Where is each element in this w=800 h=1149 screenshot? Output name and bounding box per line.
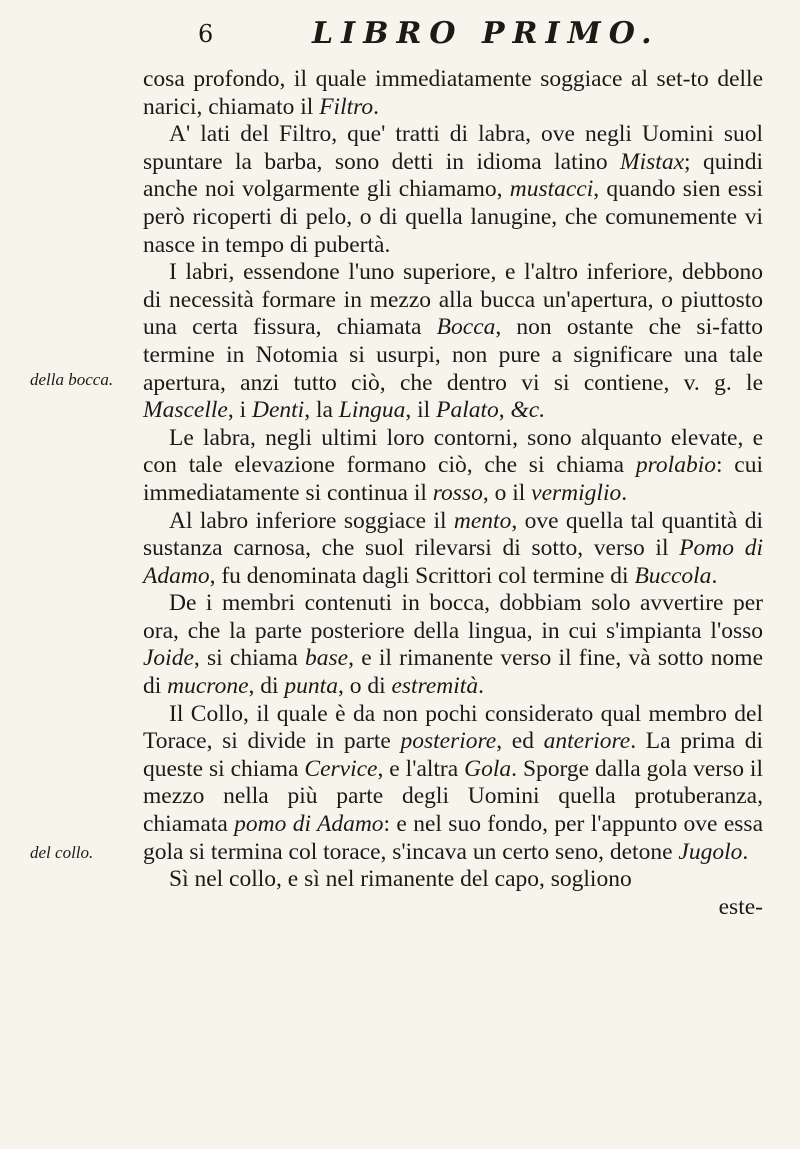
italic-term: rosso: [432, 479, 483, 506]
text-run: .: [742, 838, 749, 865]
text-run: ,: [498, 397, 511, 424]
text-run: , si chiama: [193, 645, 306, 672]
text-run: , e il rimanente verso il fine, và sotto nome di: [143, 645, 764, 700]
margin-note-collo: del collo.: [30, 843, 94, 862]
text-run: .: [373, 93, 380, 120]
italic-term: Lingua: [338, 397, 406, 424]
running-head: LIBRO PRIMO.: [312, 16, 660, 51]
text-run: .: [621, 479, 628, 506]
text-run: , non ostante che si-fatto termine in Notomia si usurpi, non pure a significare una tale apertura, anzi tutto ciò, che dentro vi si contiene, v. g. le: [143, 314, 763, 396]
italic-term: estremità: [391, 673, 479, 700]
text-run: , quando sien essi però ricoperti di pelo, o di quella lanugine, che comunemente vi nasce in tempo di pubertà.: [143, 176, 763, 258]
body-text: [143, 66, 763, 921]
italic-term: Joide: [143, 645, 194, 672]
text-run: Le labra, negli ultimi loro contorni, sono alquanto elevate, e con tale elevazione formano ciò, che si chiama: [143, 424, 763, 479]
text-run: ; quindi anche noi volgarmente gli chiamamo,: [143, 148, 764, 203]
italic-term: Buccola: [634, 562, 712, 589]
paragraph: [143, 121, 763, 259]
text-run: cosa profondo, il quale immediatamente soggiace al set-to delle narici, chiamato il: [143, 66, 763, 120]
text-run: . La prima di queste si chiama: [143, 728, 763, 782]
italic-term: mustacci: [509, 176, 594, 203]
text-run: , fu denominata dagli Scrittori col termine di: [209, 562, 635, 589]
italic-term: anteriore: [543, 728, 631, 755]
italic-term: Mascelle: [143, 397, 228, 424]
text-run: I labri, essendone l'uno superiore, e l'altro inferiore, debbono di necessità formare in mezzo alla bucca un'apertura, o piuttosto una certa fissura, chiamata: [143, 259, 763, 341]
text-run: A' lati del Filtro, que' tratti di labra, ove negli Uomini suol spuntare la barba, sono detti in idioma latino: [143, 121, 763, 175]
italic-term: Jugolo: [678, 838, 743, 865]
italic-term: base: [305, 645, 349, 672]
text-run: : e nel suo fondo, per l'appunto ove essa gola si termina col torace, s'incava un certo seno, detone: [143, 811, 763, 865]
italic-term: punta: [284, 673, 338, 700]
paragraph: [143, 701, 763, 867]
paragraph: [143, 425, 763, 508]
italic-term: Palato: [436, 397, 499, 424]
text-run: De i membri contenuti in bocca, dobbiam solo avvertire per ora, che la parte posteriore della lingua, in cui s'impianta l'osso: [143, 590, 763, 644]
paragraph: [143, 508, 763, 591]
catchword: este-: [718, 893, 763, 920]
italic-term: Filtro: [319, 93, 374, 120]
text-run: , ed: [496, 728, 544, 755]
italic-term: Gola: [464, 755, 512, 782]
text-run: , il: [405, 397, 437, 424]
italic-term: Pomo di Adamo: [143, 535, 763, 589]
text-run: , la: [304, 397, 339, 424]
text-run: Il Collo, il quale è da non pochi considerato qual membro del Torace, si divide in parte: [143, 700, 763, 755]
italic-term: Bocca: [436, 314, 496, 341]
text-run: Al labro inferiore soggiace il: [169, 507, 454, 534]
italic-term: &c.: [510, 397, 546, 424]
text-run: Sì nel collo, e sì nel rimanente del capo, sogliono: [169, 866, 632, 893]
text-run: , e l'altra: [377, 755, 465, 782]
italic-term: posteriore: [400, 728, 497, 755]
paragraph: [143, 66, 763, 121]
italic-term: prolabio: [635, 452, 716, 479]
italic-term: Denti: [251, 397, 305, 424]
margin-note-bocca: della bocca.: [30, 370, 114, 389]
text-run: .: [711, 562, 718, 589]
italic-term: mento: [453, 507, 512, 534]
italic-term: vermiglio: [531, 479, 622, 506]
text-run: , ove quella tal quantità di sustanza carnosa, che suol rilevarsi di sotto, verso il: [143, 507, 763, 562]
text-run: , i: [227, 397, 252, 424]
paragraph: [143, 590, 763, 700]
paragraph: [143, 259, 763, 425]
italic-term: mucrone: [167, 673, 249, 700]
italic-term: Cervice: [304, 755, 378, 782]
text-run: , o di: [337, 673, 392, 700]
italic-term: pomo di Adamo: [234, 811, 384, 838]
page-number: 6: [198, 20, 214, 48]
text-run: .: [478, 673, 484, 700]
italic-term: Mistax: [620, 148, 685, 175]
text-run: . Sporge dalla gola verso il mezzo nella più parte degli Uomini quella protuberanza, chiamata: [143, 755, 763, 838]
text-run: : cui immediatamente si continua il: [143, 452, 764, 506]
text-run: , di: [248, 673, 285, 700]
page-header: [0, 16, 800, 56]
paragraph: [143, 866, 763, 894]
text-run: , o il: [482, 479, 532, 506]
